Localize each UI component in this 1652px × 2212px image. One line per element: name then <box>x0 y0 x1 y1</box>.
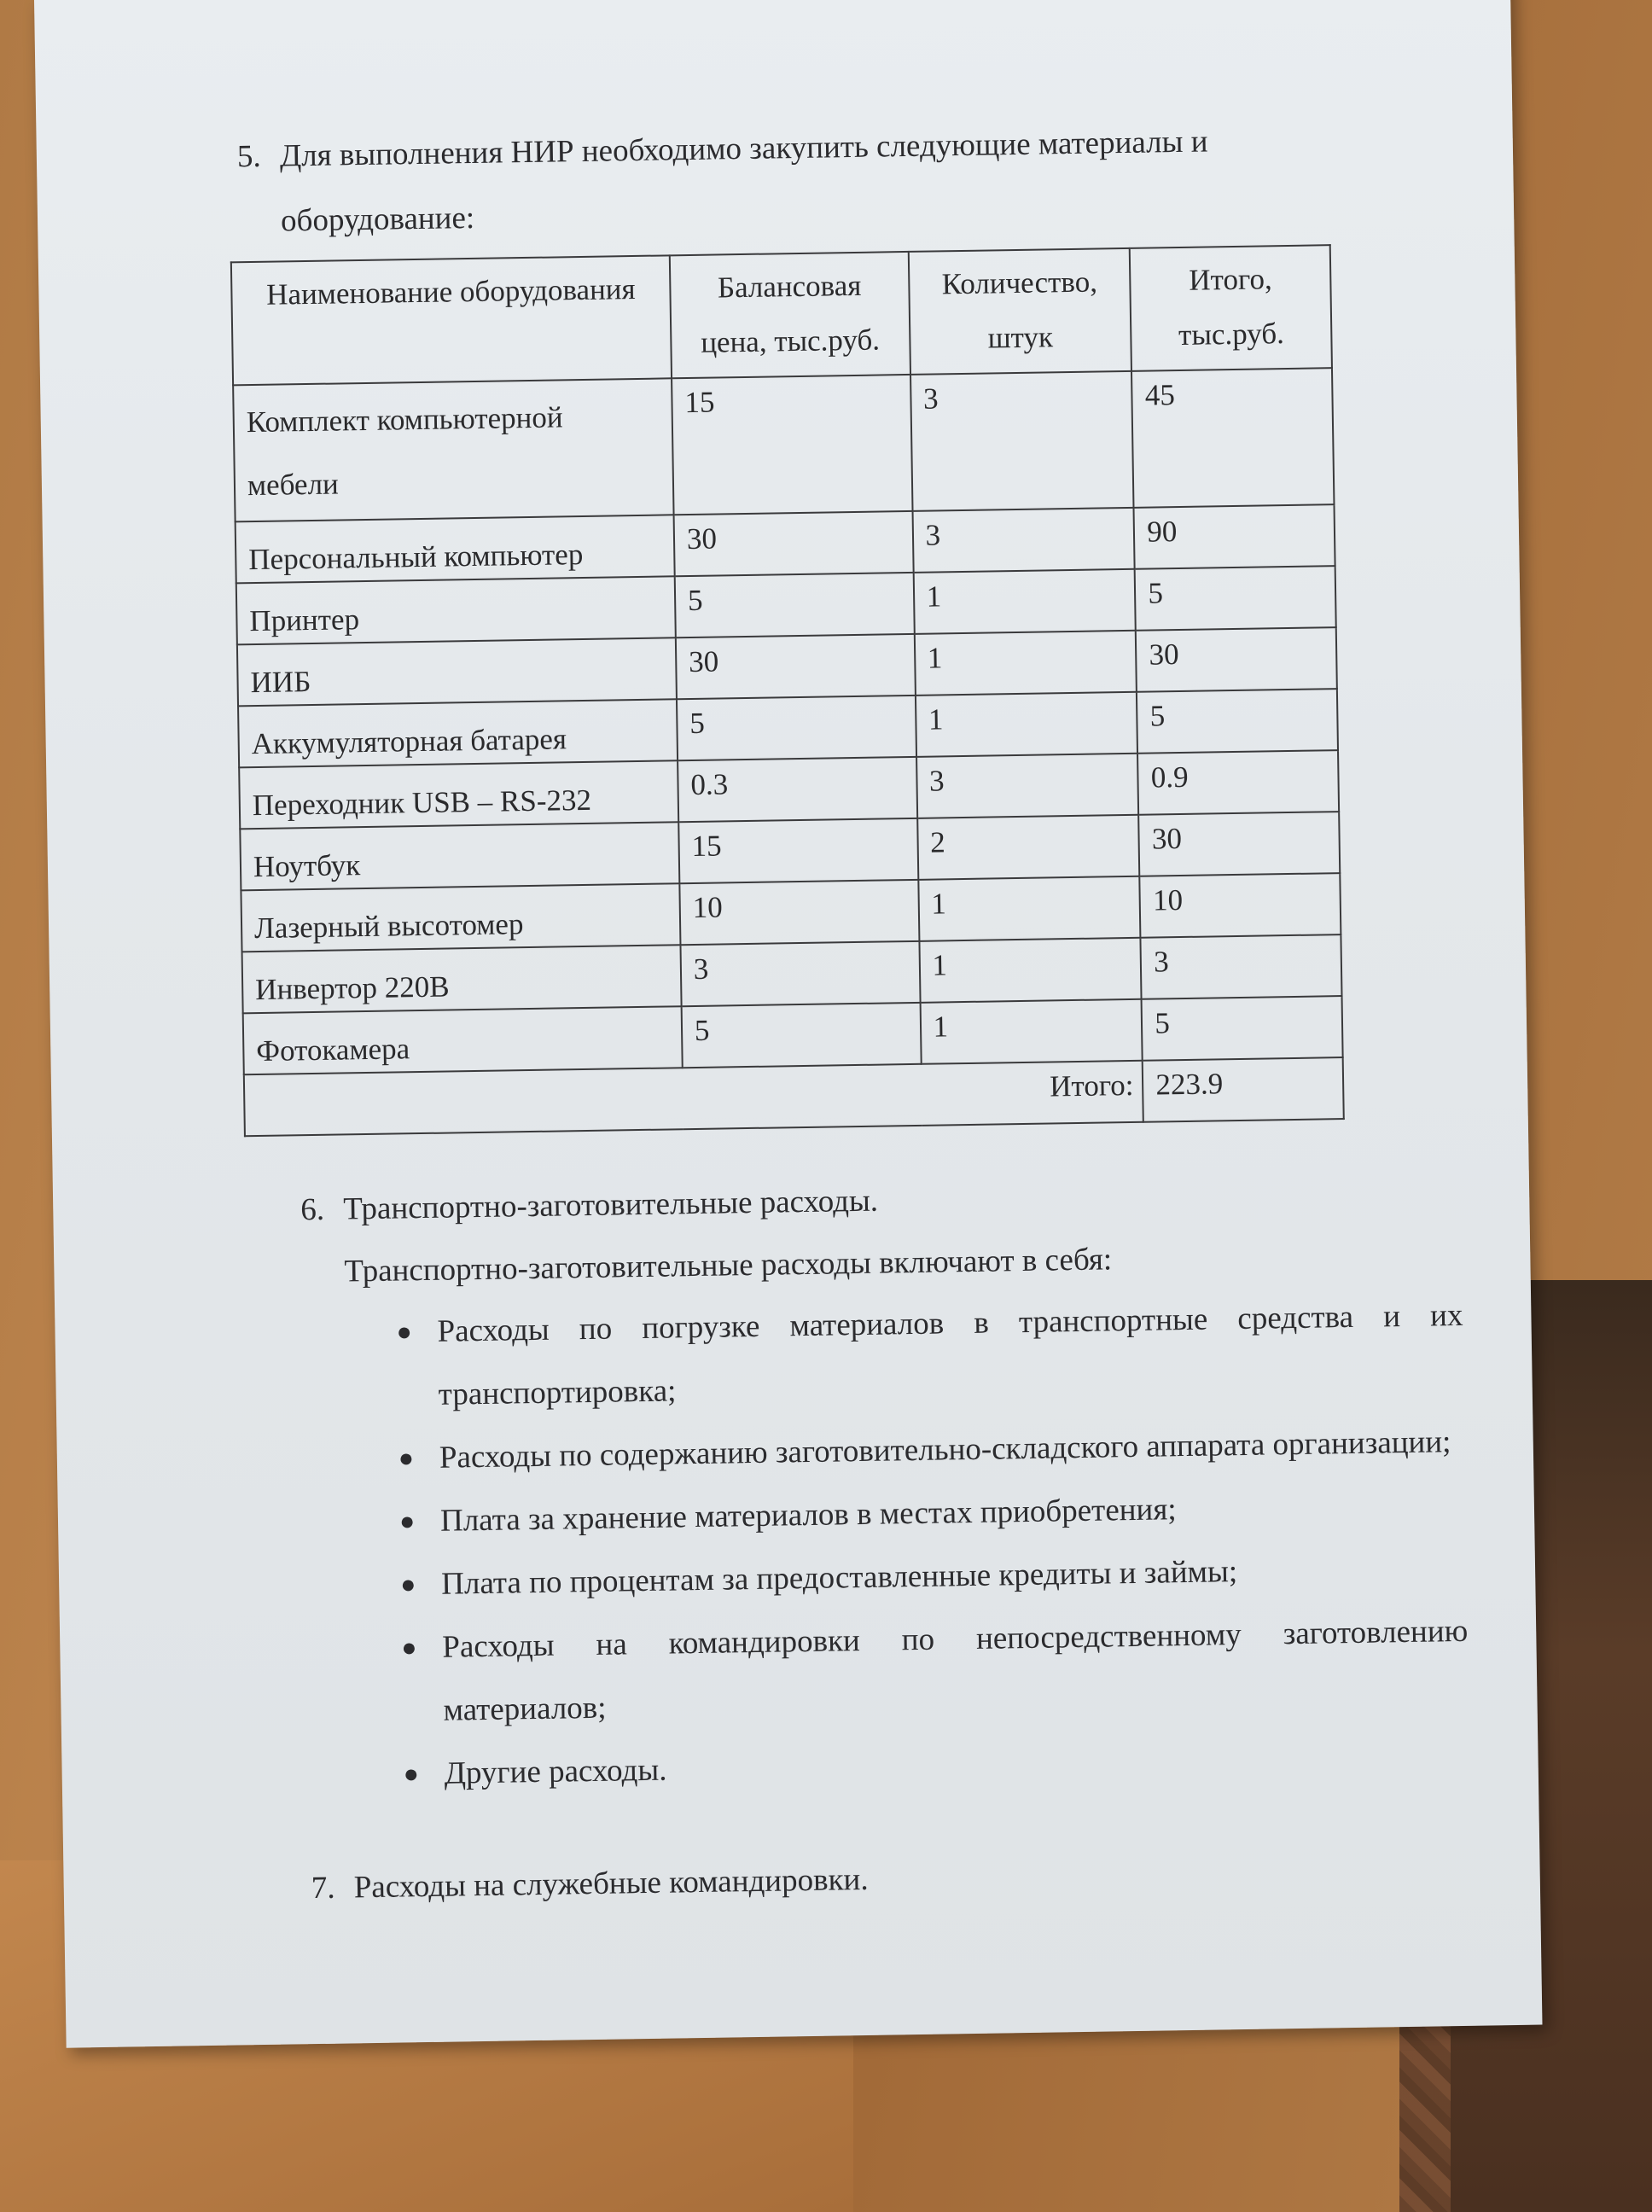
cell-name: Принтер <box>236 576 676 644</box>
cell-sum: 30 <box>1136 627 1337 692</box>
cell-qty: 1 <box>913 569 1136 634</box>
cell-price: 15 <box>678 818 918 883</box>
section-5-number: 5. <box>236 138 261 175</box>
cell-name: Ноутбук <box>240 822 679 890</box>
total-label: Итого: <box>244 1061 1143 1137</box>
cell-price: 5 <box>677 696 916 760</box>
bullet-icon: ● <box>398 1507 416 1536</box>
cell-qty: 3 <box>916 754 1139 818</box>
cell-qty: 1 <box>919 938 1142 1003</box>
cell-sum: 10 <box>1140 873 1341 938</box>
section-7-number: 7. <box>311 1870 335 1906</box>
cell-price: 5 <box>682 1003 922 1068</box>
cell-qty: 3 <box>910 371 1134 511</box>
cell-sum: 3 <box>1141 934 1342 999</box>
bullet-icon: ● <box>398 1444 415 1473</box>
document-page <box>34 0 1542 2048</box>
section-5 <box>236 107 1373 254</box>
section-7 <box>311 1839 1421 1921</box>
cell-name: Фотокамера <box>243 1006 683 1074</box>
section-6-intro: Транспортно-заготовительные расходы включают в себя: <box>344 1242 1113 1289</box>
header-name: Наименование оборудования <box>231 255 672 385</box>
cell-price: 3 <box>680 941 920 1006</box>
section-6-number: 6. <box>300 1191 325 1228</box>
cell-qty: 2 <box>917 815 1140 880</box>
cell-price: 15 <box>672 375 912 515</box>
cell-name: Персональный компьютер <box>236 515 675 583</box>
table-row <box>233 368 1334 521</box>
cell-price: 5 <box>675 573 915 637</box>
list-item <box>396 1284 1464 1428</box>
table-header-row <box>231 245 1332 385</box>
equipment-table <box>230 244 1345 1137</box>
cell-price: 30 <box>676 634 916 699</box>
cell-qty: 1 <box>920 999 1143 1064</box>
cell-name: Комплект компьютерной мебели <box>233 378 673 521</box>
cell-name: Инвертор 220В <box>242 945 682 1013</box>
header-sum: Итого, тыс.руб. <box>1130 245 1332 371</box>
cell-sum: 30 <box>1139 812 1341 876</box>
bullet-icon: ● <box>396 1318 412 1347</box>
cell-name: Аккумуляторная батарея <box>238 699 678 767</box>
cell-name: ИИБ <box>237 637 677 706</box>
cell-sum: 5 <box>1137 689 1338 754</box>
cell-name: Переходник USB – RS-232 <box>239 760 678 829</box>
bullet-icon: ● <box>403 1760 420 1789</box>
header-qty: Количество, штук <box>908 248 1131 375</box>
expense-list <box>302 1284 1470 1807</box>
cell-sum: 5 <box>1142 996 1343 1061</box>
section-6-title: Транспортно-заготовительные расходы. <box>342 1183 879 1227</box>
cell-sum: 90 <box>1134 504 1335 569</box>
header-price: Балансовая цена, тыс.руб. <box>670 252 910 378</box>
section-7-title: Расходы на служебные командировки. <box>353 1861 869 1906</box>
list-item-text: Другие расходы. <box>444 1752 667 1791</box>
total-value: 223.9 <box>1143 1057 1344 1122</box>
cell-qty: 1 <box>918 876 1141 941</box>
list-item-text: Плата за хранение материалов в местах приобретения; <box>439 1492 1177 1539</box>
bullet-icon: ● <box>399 1570 416 1599</box>
cell-sum: 45 <box>1131 368 1334 508</box>
cell-price: 10 <box>679 880 919 945</box>
list-item <box>401 1600 1469 1743</box>
cell-name: Лазерный высотомер <box>241 883 680 952</box>
list-item-text: Расходы по погрузке материалов в транспортные средства и их транспортировка; <box>437 1297 1463 1412</box>
list-item-text: Расходы по содержанию заготовительно-складского аппарата организации; <box>439 1424 1451 1476</box>
cell-sum: 0.9 <box>1137 750 1339 815</box>
cell-price: 30 <box>674 511 914 576</box>
cell-sum: 5 <box>1135 566 1336 631</box>
section-5-text-line1: Для выполнения НИР необходимо закупить следующие материалы и <box>279 124 1208 174</box>
cell-qty: 3 <box>912 508 1135 573</box>
cell-qty: 1 <box>915 692 1137 757</box>
section-5-text-line2: оборудование: <box>280 200 475 239</box>
section-6 <box>300 1160 1470 1807</box>
cell-price: 0.3 <box>678 757 917 822</box>
bullet-icon: ● <box>401 1633 417 1662</box>
list-item-text: Плата по процентам за предоставленные кредиты и займы; <box>440 1554 1238 1602</box>
list-item-text: Расходы на командировки по непосредственному заготовлению материалов; <box>442 1613 1469 1728</box>
cell-qty: 1 <box>914 631 1137 696</box>
